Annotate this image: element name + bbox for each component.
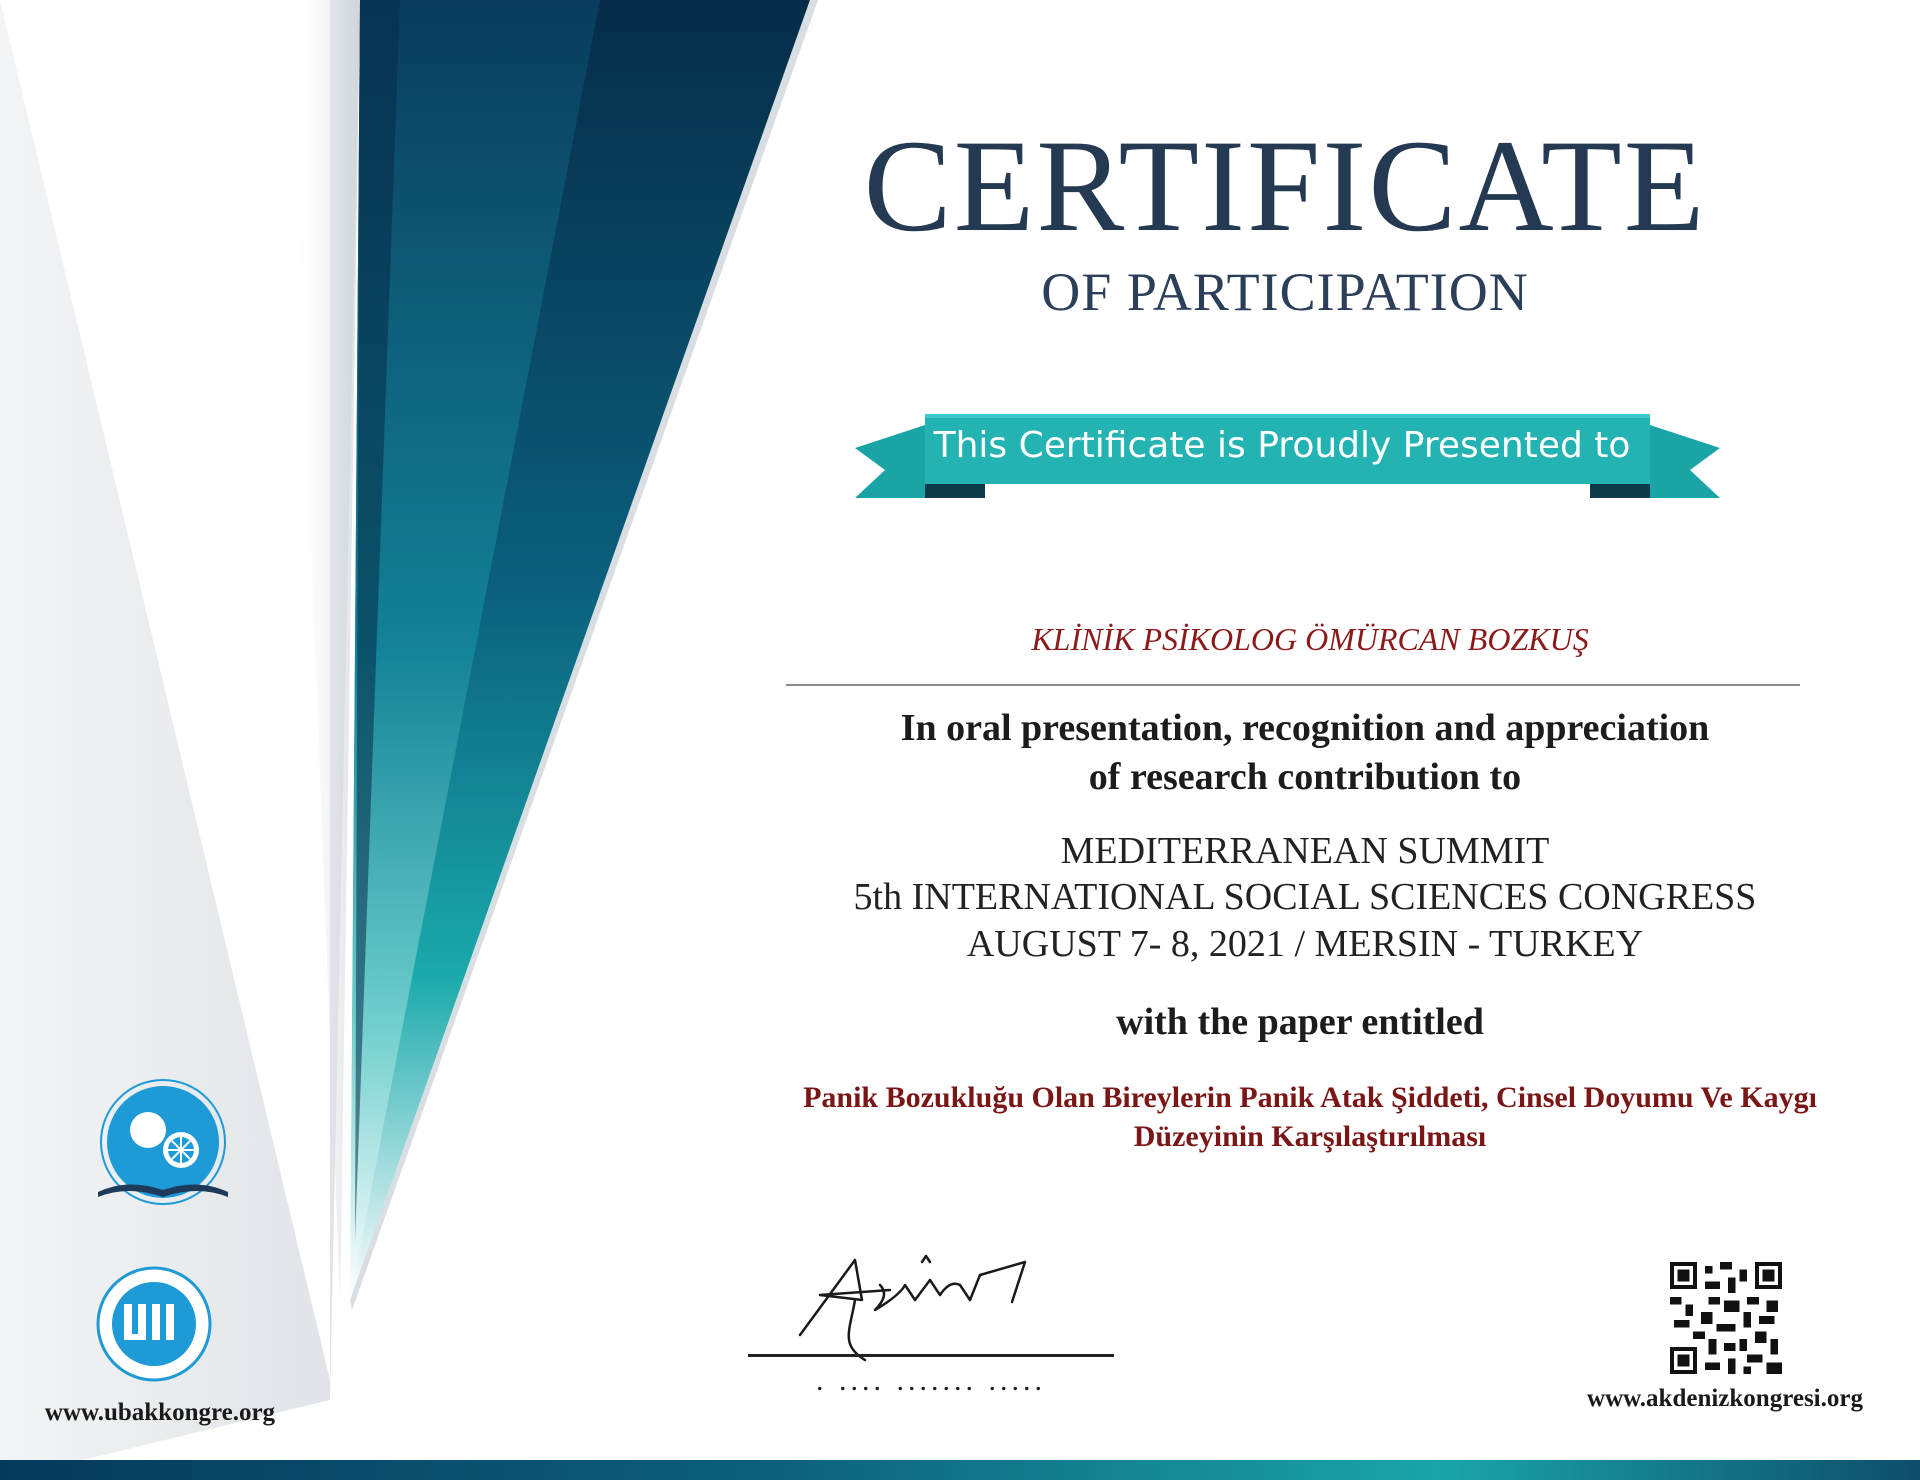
recognition-line-1: In oral presentation, recognition and appreciation	[900, 707, 1710, 749]
recipient-name: KLİNİK PSİKOLOG ÖMÜRCAN BOZKUŞ	[1031, 621, 1589, 657]
ribbon-text: This Certificate is Proudly Presented to	[933, 425, 1631, 466]
event-details	[740, 828, 1870, 967]
signature-graphic	[780, 1240, 1080, 1370]
ubak-website-link[interactable]: www.ubakkongre.org	[44, 1399, 276, 1426]
certificate-subtitle: OF PARTICIPATION	[1041, 262, 1529, 322]
signature-line	[748, 1354, 1114, 1357]
event-location: / MERSIN - TURKEY	[1294, 922, 1644, 965]
bottom-accent-bar	[0, 1460, 1920, 1480]
signature-name: . .... ....... .....	[816, 1364, 1046, 1397]
congress-logo	[78, 1070, 248, 1230]
ubak-logo	[74, 1252, 234, 1392]
event-name: MEDITERRANEAN SUMMIT	[1060, 830, 1550, 872]
paper-title	[660, 1078, 1920, 1156]
qr-code[interactable]	[1670, 1262, 1782, 1374]
congress-name: 5th INTERNATIONAL SOCIAL SCIENCES CONGRESS	[853, 876, 1757, 919]
akdeniz-website-link[interactable]: www.akdenizkongresi.org	[1587, 1385, 1863, 1412]
recipient-underline	[786, 684, 1800, 686]
event-date-location	[740, 921, 1870, 967]
certificate-title: CERTIFICATE	[863, 112, 1707, 259]
recognition-line-2: of research contribution to	[1088, 756, 1522, 799]
paper-label: with the paper entitled	[1116, 1001, 1484, 1043]
paper-title-line-1: Panik Bozukluğu Olan Bireylerin Panik Atak Şiddeti, Cinsel Doyumu Ve Kaygı	[803, 1081, 1817, 1114]
recognition-text	[760, 704, 1850, 803]
event-date: AUGUST 7- 8, 2021	[966, 922, 1285, 965]
paper-title-line-2: Düzeyinin Karşılaştırılması	[1133, 1120, 1487, 1153]
